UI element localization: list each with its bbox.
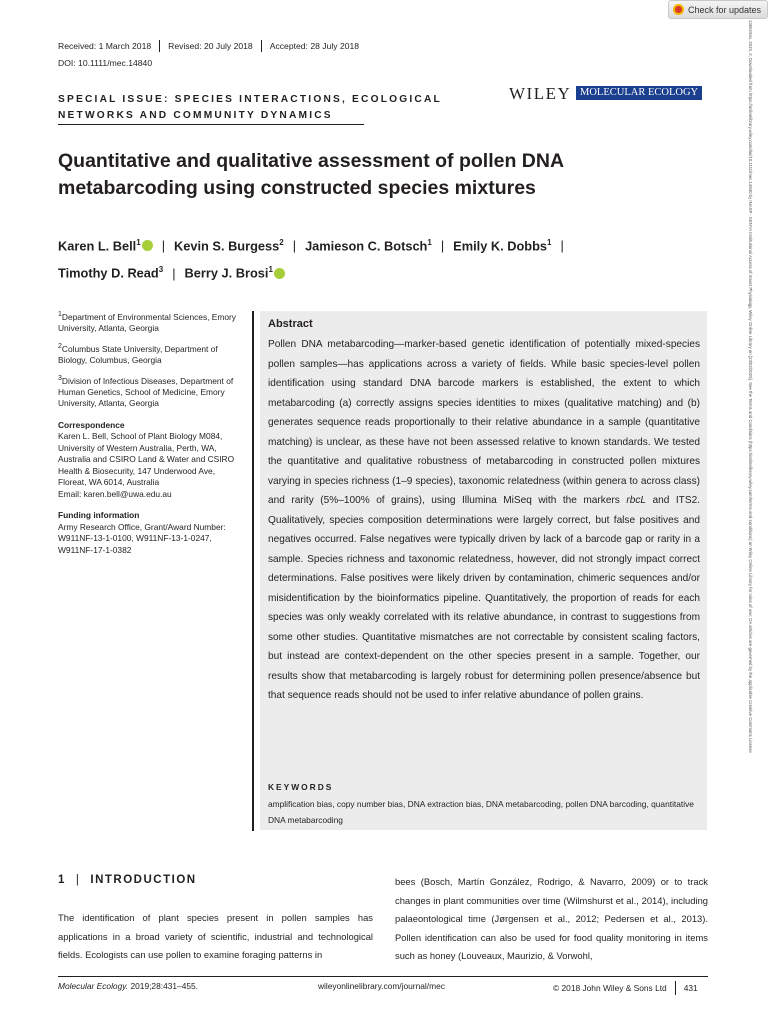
author-list <box>58 231 698 286</box>
footer-divider <box>675 981 676 995</box>
intro-column-left: The identification of plant species present in pollen samples has applications in a broad variety of scientific, industrial and technological fields. Ecologists can use pollen to examine foraging patterns in <box>58 912 373 960</box>
author-divider: | <box>292 238 297 254</box>
section-number: 1 <box>58 874 66 886</box>
date-divider <box>261 40 262 52</box>
footer-citation <box>58 981 198 991</box>
keywords-heading: KEYWORDS <box>268 782 334 792</box>
abstract-heading: Abstract <box>268 318 313 330</box>
affiliation-text: Division of Infectious Diseases, Department of Human Genetics, School of Medicine, Emory University, Atlanta, Georgia <box>58 375 234 409</box>
footer-journal: Molecular Ecology. <box>58 981 129 991</box>
footer-rule <box>58 976 708 977</box>
affiliation-number: 3 <box>58 374 62 382</box>
author-affiliation-number: 3 <box>158 265 164 275</box>
funding-heading: Funding information <box>58 510 140 521</box>
author-name: Berry J. Brosi <box>184 265 269 281</box>
affiliation-number: 1 <box>58 311 62 318</box>
article-dates <box>58 40 359 52</box>
page-number: 431 <box>683 983 698 993</box>
footer-copyright: © 2018 John Wiley & Sons Ltd <box>553 983 667 993</box>
received-date: Received: 1 March 2018 <box>58 41 152 51</box>
check-for-updates-button[interactable] <box>668 0 768 19</box>
author-affiliation-number: 1 <box>547 238 552 247</box>
abstract-text: Pollen DNA metabarcoding—marker-based genetic identification of potentially mixed-species pollen samples—has applications across a variety of fields. While basic species-level pollen identification using standard DNA barcode markers is established, the extent to which metabarcoding (a) correctly assigns species identities to mixes (qualitative matching) and (b) generates sequence reads proportionally to their relative abundance in a sample (quantitative matching) is unclear, as these have not been assessed relative to known standards. We tested the quantitative and qualitative robustness of metabarcoding in constructed pollen mixtures varying in species richness (1–9 species), taxonomic relatedness (within genera to across class) and rarity (5%–100% of grains), using Illumina MiSeq with the markers rbcL and ITS2. Qualitatively, species composition determinations were largely correct, but false positives and negatives occurred. False negatives were typically driven by lack of a barcode gap or rarity in a sample. Species richness and taxonomic relatedness, however, did not strongly impact correct determinations. False positives were likely driven by contamination, chimeric sequences and/or misidentification by the bioinformatics pipeline. Quantitatively, the proportion of reads for each species was only weakly correlated with its relative abundance, in contrast to suggestions from some other studies. Quantitative mismatches are not correctable by consistent scaling factors, but instead are context-dependent on the other species present in a sample. Together, our results show that metabarcoding is largely robust for determining pollen presence/absence but that sequence reads should not be used to infer relative abundance of pollen grains. <box>268 339 700 701</box>
author-divider: | <box>440 238 445 254</box>
correspondence-text: Karen L. Bell, School of Plant Biology M084, University of Western Australia, Perth, WA, Australia and CSIRO Land & Water and CSIRO Health & Biosecurity, 147 Underwood Ave, Floreat, WA 6014, Australia <box>58 431 235 488</box>
accepted-date: Accepted: 28 July 2018 <box>269 41 360 51</box>
affiliation-number: 2 <box>58 342 62 350</box>
author-name: Emily K. Dobbs <box>453 238 548 254</box>
article-title: Quantitative and qualitative assessment of pollen DNA metabarcoding using constructed species mixtures <box>58 150 564 199</box>
author-name: Karen L. Bell <box>58 238 137 254</box>
affiliations-column <box>58 309 243 562</box>
author-divider: | <box>560 238 564 254</box>
publisher-logo: WILEY <box>509 84 572 103</box>
author-name: Kevin S. Burgess <box>174 238 280 254</box>
download-notice: 1365294x, 2019, 2, Downloaded from https://onlinelibrary.wiley.com/doi/10.1111/mec.14840 by INASP - KENYA Institutional Access of Insect Physiology, Wiley Online Library on [23/02/2025]. See the Terms and Conditions (https://onlinelibrary.wiley.com/terms-and-conditions) on Wiley Online Library for rules of use; OA articles are governed by the applicable Creative Commons License <box>748 20 753 753</box>
author-divider: | <box>161 238 166 254</box>
author-affiliation-number: 1 <box>136 238 141 247</box>
special-issue-heading: SPECIAL ISSUE: SPECIES INTERACTIONS, ECOLOGICAL NETWORKS AND COMMUNITY DYNAMICS <box>58 94 442 121</box>
author-affiliation-number: 1 <box>427 238 432 247</box>
funding-text: Army Research Office, Grant/Award Number: W911NF-13-1-0100, W911NF-13-1-0247, W911NF-17-1-0382 <box>58 521 226 555</box>
author-affiliation-number: 1 <box>268 265 273 275</box>
author-name: Jamieson C. Botsch <box>305 238 428 254</box>
keywords-text: amplification bias, copy number bias, DNA extraction bias, DNA metabarcoding, pollen DNA barcoding, quantitative DNA metabarcoding <box>268 799 694 825</box>
author-divider: | <box>172 265 176 281</box>
author-name: Timothy D. Read <box>58 265 159 281</box>
affiliation-item <box>58 309 243 335</box>
check-for-updates-label: Check for updates <box>688 4 762 15</box>
journal-badge: MOLECULAR ECOLOGY <box>576 86 702 100</box>
special-issue-underline <box>58 124 364 125</box>
correspondence-heading: Correspondence <box>58 419 125 430</box>
abstract-left-rule <box>252 311 254 831</box>
affiliation-item <box>58 341 243 367</box>
section-heading <box>58 874 197 886</box>
download-notice-strip <box>745 20 757 1020</box>
orcid-icon[interactable] <box>142 240 153 251</box>
date-divider <box>159 40 160 52</box>
affiliation-text: Department of Environmental Sciences, Emory University, Atlanta, Georgia <box>58 311 236 334</box>
footer-right <box>553 981 698 995</box>
doi[interactable]: DOI: 10.1111/mec.14840 <box>58 58 153 68</box>
footer-url[interactable]: wileyonlinelibrary.com/journal/mec <box>318 981 445 991</box>
crossmark-icon <box>673 4 684 15</box>
orcid-icon[interactable] <box>274 268 285 279</box>
footer-volume: 2019;28:431–455. <box>128 981 198 991</box>
intro-column-right: bees (Bosch, Martín González, Rodrigo, & Navarro, 2009) or to track changes in plant communities over time (Wilmshurst et al., 2014), including palaeontological time (Jørgensen et al., 2012; Pedersen et al., 2013). Pollen identification can also be used for food quality monitoring in items such as honey (Louveaux, Maurizio, & Vorwohl, <box>395 876 708 961</box>
author-affiliation-number: 2 <box>279 238 284 247</box>
correspondence-email[interactable]: Email: karen.bell@uwa.edu.au <box>58 488 172 499</box>
affiliation-item <box>58 373 243 410</box>
revised-date: Revised: 20 July 2018 <box>168 41 253 51</box>
section-divider: | <box>75 874 81 886</box>
section-title: INTRODUCTION <box>90 874 197 886</box>
affiliation-text: Columbus State University, Department of Biology, Columbus, Georgia <box>58 343 218 366</box>
